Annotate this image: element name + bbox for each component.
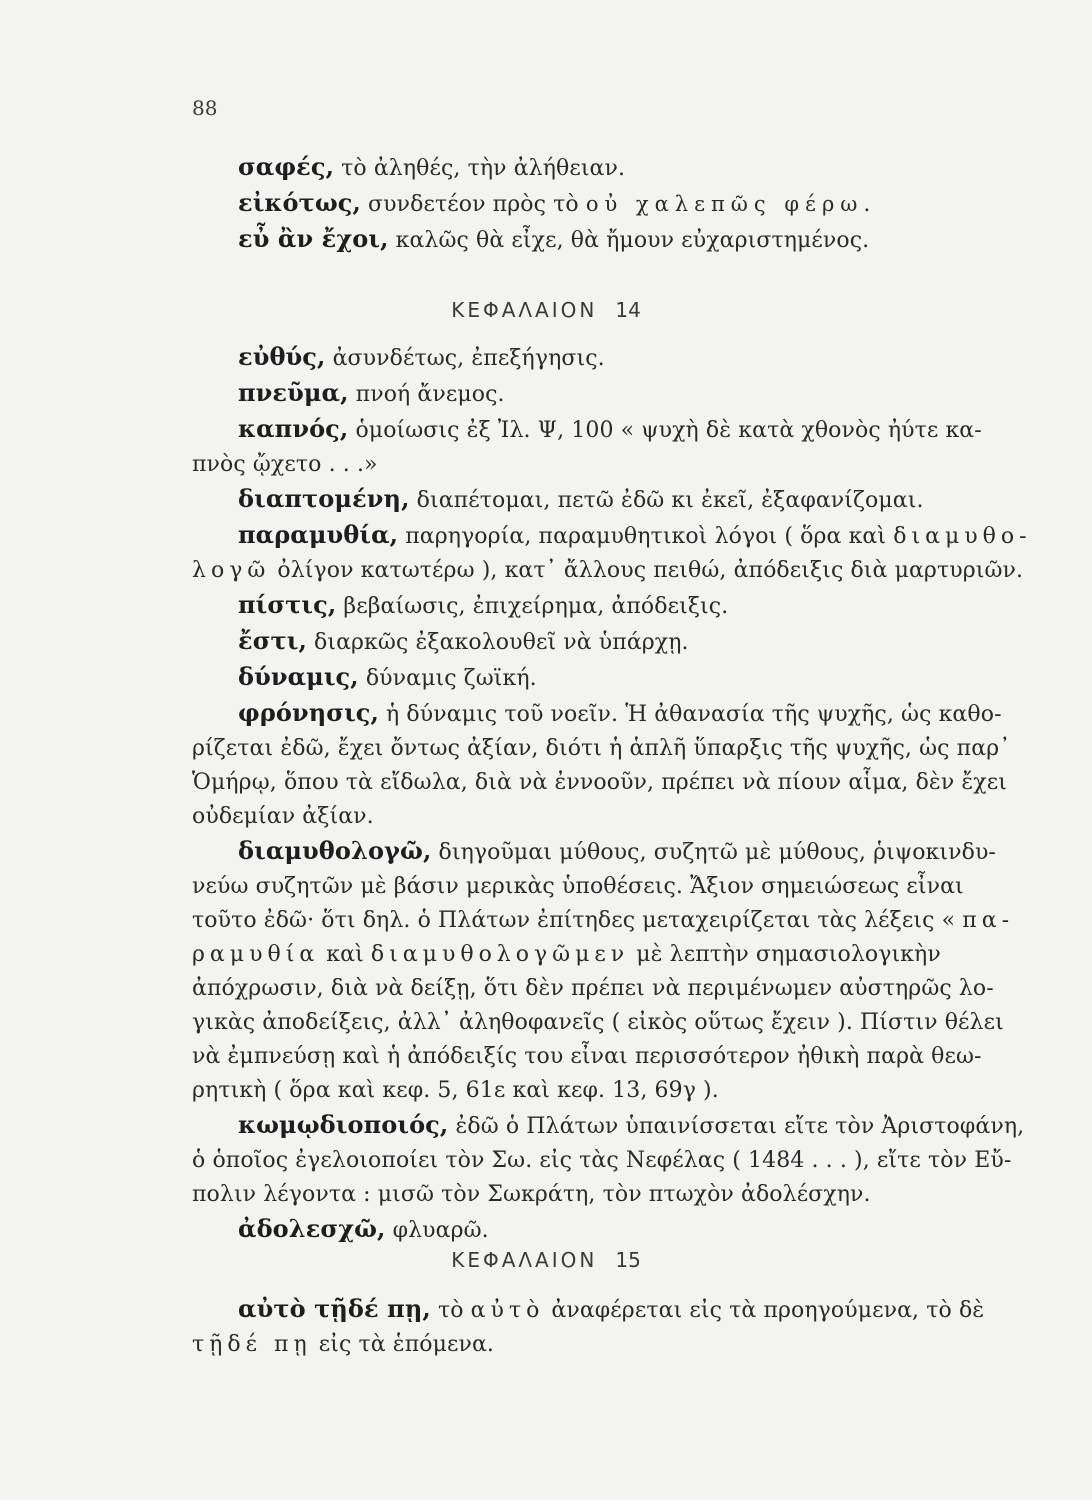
entry-line bbox=[192, 1292, 1012, 1328]
gloss: παρηγορία, παραμυθητικοὶ λόγοι ( ὅρα καὶ bbox=[398, 524, 894, 549]
gloss: ἐδῶ ὁ Πλάτων ὑπαινίσσεται εἴτε τὸν Ἀριστοφάνη, bbox=[448, 1114, 1025, 1139]
spaced-term: διαμυθο- bbox=[893, 524, 1032, 549]
gloss: τὸ bbox=[430, 1298, 471, 1323]
headword: σαφές, bbox=[238, 152, 335, 181]
gloss: διαπέτομαι, πετῶ ἐδῶ κι ἐκεῖ, ἐξαφανίζομαι. bbox=[409, 488, 924, 513]
entry-line bbox=[192, 800, 1012, 834]
entry-line bbox=[192, 834, 1012, 870]
headword: δύναμις, bbox=[238, 662, 359, 691]
entry-line bbox=[192, 588, 1012, 624]
entry-line bbox=[192, 222, 1012, 258]
entry-line bbox=[192, 624, 1012, 660]
spaced-term: διαμυθολογῶμεν bbox=[370, 942, 630, 967]
page-number: 88 bbox=[192, 96, 218, 120]
headword: κωμῳδιοποιός, bbox=[238, 1110, 449, 1139]
gloss: μὲ λεπτὴν σημασιολογικὴν bbox=[629, 942, 941, 967]
entry-line bbox=[192, 340, 1012, 376]
headword: διαπτομένη, bbox=[238, 484, 410, 513]
gloss: πολιν λέγοντα : μισῶ τὸν Σωκράτη, τὸν πτωχὸν ἀδολέσχην. bbox=[192, 1182, 871, 1207]
entry-line bbox=[192, 1006, 1012, 1040]
chapter-heading bbox=[0, 298, 1092, 322]
entry-line bbox=[192, 660, 1012, 696]
gloss: νὰ ἐμπνεύσῃ καὶ ἡ ἀπόδειξίς του εἶναι περισσότερον ἠθικὴ παρὰ θεω- bbox=[192, 1044, 982, 1069]
gloss: ὀλίγον κατωτέρω ), κατ᾿ ἄλλους πειθώ, ἀπόδειξις διὰ μαρτυριῶν. bbox=[270, 558, 1024, 583]
gloss: καὶ bbox=[319, 942, 371, 967]
headword: εἰκότως, bbox=[238, 188, 361, 217]
spaced-term: ραμυθία bbox=[192, 942, 320, 967]
entry-line bbox=[192, 1108, 1025, 1144]
entry-line bbox=[192, 1212, 1012, 1248]
gloss: ἀναφέρεται εἰς τὰ προηγούμενα, τὸ δὲ bbox=[544, 1298, 985, 1323]
gloss: διηγοῦμαι μύθους, συζητῶ μὲ μύθους, ῥιψοκινδυ- bbox=[431, 840, 996, 865]
entry-line bbox=[192, 448, 1012, 482]
chapter-label: ΚΕΦΑΛΑΙΟΝ bbox=[451, 1248, 598, 1272]
chapter-number: 15 bbox=[615, 1248, 641, 1272]
gloss: φλυαρῶ. bbox=[385, 1218, 489, 1243]
gloss: ρίζεται ἐδῶ, ἔχει ὄντως ἀξίαν, διότι ἡ ἁπλῆ ὕπαρξις τῆς ψυχῆς, ὡς παρ᾿ bbox=[192, 736, 1011, 761]
gloss: πνὸς ᾤχετο . . .» bbox=[192, 452, 378, 477]
gloss: νεύω συζητῶν μὲ βάσιν μερικὰς ὑποθέσεις. Ἄξιον σημειώσεως εἶναι bbox=[192, 874, 964, 899]
headword: πίστις, bbox=[238, 590, 337, 619]
gloss: συνδετέον πρὸς τὸ bbox=[360, 192, 586, 217]
chapter-label: ΚΕΦΑΛΑΙΟΝ bbox=[451, 298, 598, 322]
gloss: οὐδεμίαν ἀξίαν. bbox=[192, 804, 374, 829]
gloss: τοῦτο ἐδῶ· ὅτι δηλ. ὁ Πλάτων ἐπίτηδες μεταχειρίζεται τὰς λέξεις « bbox=[192, 908, 963, 933]
entry-line bbox=[192, 972, 1012, 1006]
gloss: ρητικὴ ( ὅρα καὶ κεφ. 5, 61ε καὶ κεφ. 13, 69γ ). bbox=[192, 1078, 719, 1103]
chapter-number: 14 bbox=[615, 298, 641, 322]
entry-line bbox=[192, 1074, 1012, 1108]
entry-line bbox=[192, 412, 1012, 448]
entry-line bbox=[192, 1040, 1012, 1074]
headword: ἔστι, bbox=[238, 626, 307, 655]
entry-line bbox=[192, 554, 1024, 588]
spaced-term: τῇδέ πῃ bbox=[192, 1332, 312, 1357]
gloss: ὁμοίωσις ἐξ Ἰλ. Ψ, 100 « ψυχὴ δὲ κατὰ χθονὸς ἠύτε κα- bbox=[348, 418, 982, 443]
entry-line bbox=[192, 518, 1032, 554]
entry-line bbox=[192, 1144, 1012, 1178]
entry-line bbox=[192, 732, 1012, 766]
entry-line bbox=[192, 376, 1012, 412]
gloss: πνοή ἄνεμος. bbox=[348, 382, 505, 407]
entry-line bbox=[192, 482, 1012, 518]
headword: διαμυθολογῶ, bbox=[238, 836, 432, 865]
gloss: . bbox=[863, 192, 871, 217]
headword: πνεῦμα, bbox=[238, 378, 349, 407]
headword: παραμυθία, bbox=[238, 520, 399, 549]
gloss: ἀσυνδέτως, ἐπεξήγησις. bbox=[325, 346, 605, 371]
gloss: δύναμις ζωϊκή. bbox=[358, 666, 537, 691]
entry-line bbox=[192, 766, 1012, 800]
spaced-term: λογῶ bbox=[192, 558, 271, 583]
headword: καπνός, bbox=[238, 414, 349, 443]
gloss: καλῶς θὰ εἶχε, θὰ ἤμουν εὐχαριστημένος. bbox=[388, 228, 870, 253]
headword: αὐτὸ τῇδέ πῃ, bbox=[238, 1294, 431, 1323]
gloss: εἰς τὰ ἑπόμενα. bbox=[311, 1332, 495, 1357]
gloss: τὸ ἀληθές, τὴν ἀλήθειαν. bbox=[334, 156, 626, 181]
chapter-heading bbox=[0, 1248, 1092, 1272]
headword: ἀδολεσχῶ, bbox=[238, 1214, 386, 1243]
entry-line bbox=[192, 938, 1012, 972]
entry-line bbox=[192, 1328, 1012, 1362]
gloss: βεβαίωσις, ἐπιχείρημα, ἀπόδειξις. bbox=[336, 594, 729, 619]
spaced-term: αὐτὸ bbox=[470, 1298, 545, 1323]
top-entries bbox=[192, 150, 1012, 258]
chapter-15-body bbox=[192, 1292, 1012, 1362]
gloss: διαρκῶς ἐξακολουθεῖ νὰ ὑπάρχῃ. bbox=[306, 630, 689, 655]
spaced-term: πα- bbox=[962, 908, 1015, 933]
entry-line bbox=[192, 186, 1012, 222]
gloss: Ὁμήρῳ, ὅπου τὰ εἴδωλα, διὰ νὰ ἐννοοῦν, πρέπει νὰ πίουν αἷμα, δὲν ἔχει bbox=[192, 770, 1007, 795]
headword: εὐθύς, bbox=[238, 342, 326, 371]
headword: εὖ ἂν ἔχοι, bbox=[238, 224, 389, 253]
gloss: ἀπόχρωσιν, διὰ νὰ δείξῃ, ὅτι δὲν πρέπει νὰ περιμένωμεν αὐστηρῶς λο- bbox=[192, 976, 994, 1001]
entry-line bbox=[192, 904, 1015, 938]
gloss: ἡ δύναμις τοῦ νοεῖν. Ἡ ἀθανασία τῆς ψυχῆς, ὡς καθο- bbox=[378, 702, 1002, 727]
entry-line bbox=[192, 150, 1012, 186]
entry-line bbox=[192, 696, 1012, 732]
spaced-term: οὐ χαλεπῶς φέρω bbox=[585, 192, 864, 216]
entry-line bbox=[192, 1178, 1012, 1212]
headword: φρόνησις, bbox=[238, 698, 379, 727]
gloss: γικὰς ἀποδείξεις, ἀλλ᾿ ἀληθοφανεῖς ( εἰκὸς οὕτως ἔχειν ). Πίστιν θέλει bbox=[192, 1010, 1004, 1035]
chapter-14-body bbox=[192, 340, 1032, 1248]
entry-line bbox=[192, 870, 1012, 904]
gloss: ὁ ὁποῖος ἐγελοιοποίει τὸν Σω. εἰς τὰς Νεφέλας ( 1484 . . . ), εἴτε τὸν Εὔ- bbox=[192, 1148, 1012, 1173]
